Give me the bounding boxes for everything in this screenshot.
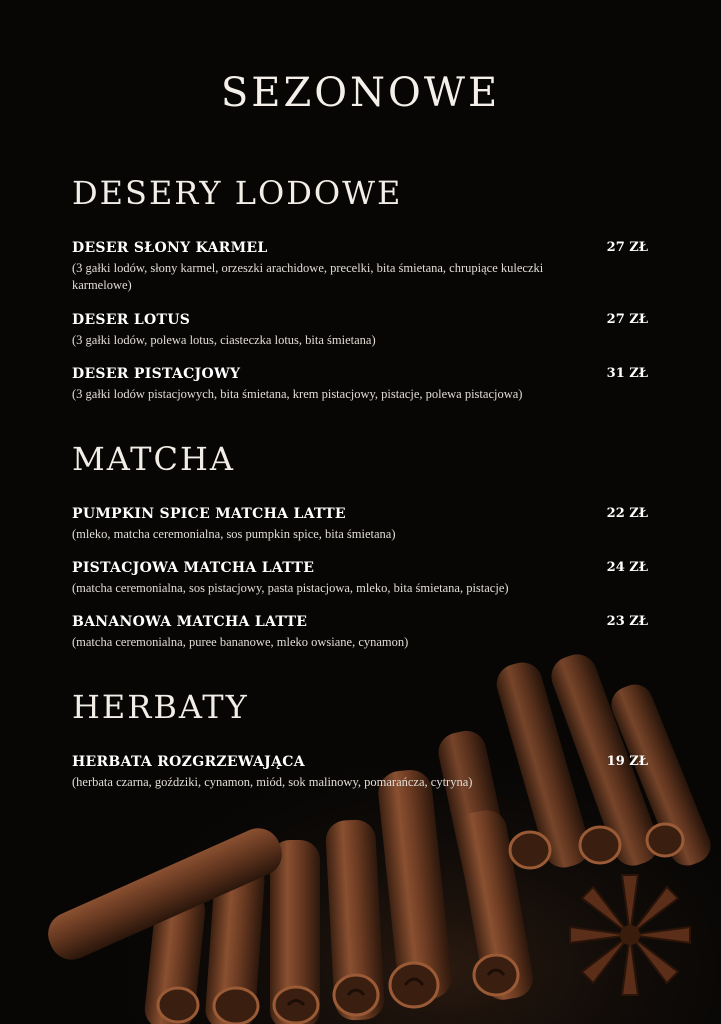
item-name: PISTACJOWA MATCHA LATTE xyxy=(72,560,315,576)
item-price: 19 ZŁ xyxy=(606,754,648,769)
item-name: DESER PISTACJOWY xyxy=(72,366,241,382)
item-description: (3 gałki lodów, polewa lotus, ciasteczka lotus, bita śmietana) xyxy=(72,333,376,347)
item-price: 31 ZŁ xyxy=(606,366,648,381)
item-description: (herbata czarna, goździki, cynamon, miód, sok malinowy, pomarańcza, cytryna) xyxy=(72,775,473,789)
item-description: (matcha ceremonialna, sos pistacjowy, pasta pistacjowa, mleko, bita śmietana, pistacje) xyxy=(72,581,509,595)
item-description: (mleko, matcha ceremonialna, sos pumpkin spice, bita śmietana) xyxy=(72,527,396,541)
item-price: 24 ZŁ xyxy=(606,560,648,575)
page-title: SEZONOWE xyxy=(220,70,501,116)
item-description: (3 gałki lodów, słony karmel, orzeszki arachidowe, precelki, bita śmietana, chrupiące kuleczki karmelowe) xyxy=(72,261,544,292)
menu-item xyxy=(72,312,662,349)
section-herbaty xyxy=(72,688,662,789)
item-price: 22 ZŁ xyxy=(606,506,648,521)
item-name: DESER SŁONY KARMEL xyxy=(72,240,268,256)
menu-item xyxy=(72,506,662,543)
item-name: PUMPKIN SPICE MATCHA LATTE xyxy=(72,506,346,522)
section-title: MATCHA xyxy=(72,440,235,478)
star-anise-icon xyxy=(570,875,690,995)
menu-item xyxy=(72,366,662,403)
section-desery-lodowe xyxy=(72,174,662,401)
section-title: DESERY LODOWE xyxy=(72,174,403,212)
item-description: (matcha ceremonialna, puree bananowe, mleko owsiane, cynamon) xyxy=(72,635,409,649)
menu-item xyxy=(72,560,662,597)
item-price: 27 ZŁ xyxy=(606,312,648,327)
menu-item xyxy=(72,240,662,294)
menu-item xyxy=(72,754,662,791)
item-price: 23 ZŁ xyxy=(606,614,648,629)
item-name: BANANOWA MATCHA LATTE xyxy=(72,614,308,630)
section-title: HERBATY xyxy=(72,688,249,726)
section-matcha xyxy=(72,440,662,649)
item-name: DESER LOTUS xyxy=(72,312,191,328)
item-price: 27 ZŁ xyxy=(606,240,648,255)
item-name: HERBATA ROZGRZEWAJĄCA xyxy=(72,754,305,770)
item-description: (3 gałki lodów pistacjowych, bita śmietana, krem pistacjowy, pistacje, polewa pistacjowa) xyxy=(72,387,523,401)
menu-item xyxy=(72,614,662,651)
